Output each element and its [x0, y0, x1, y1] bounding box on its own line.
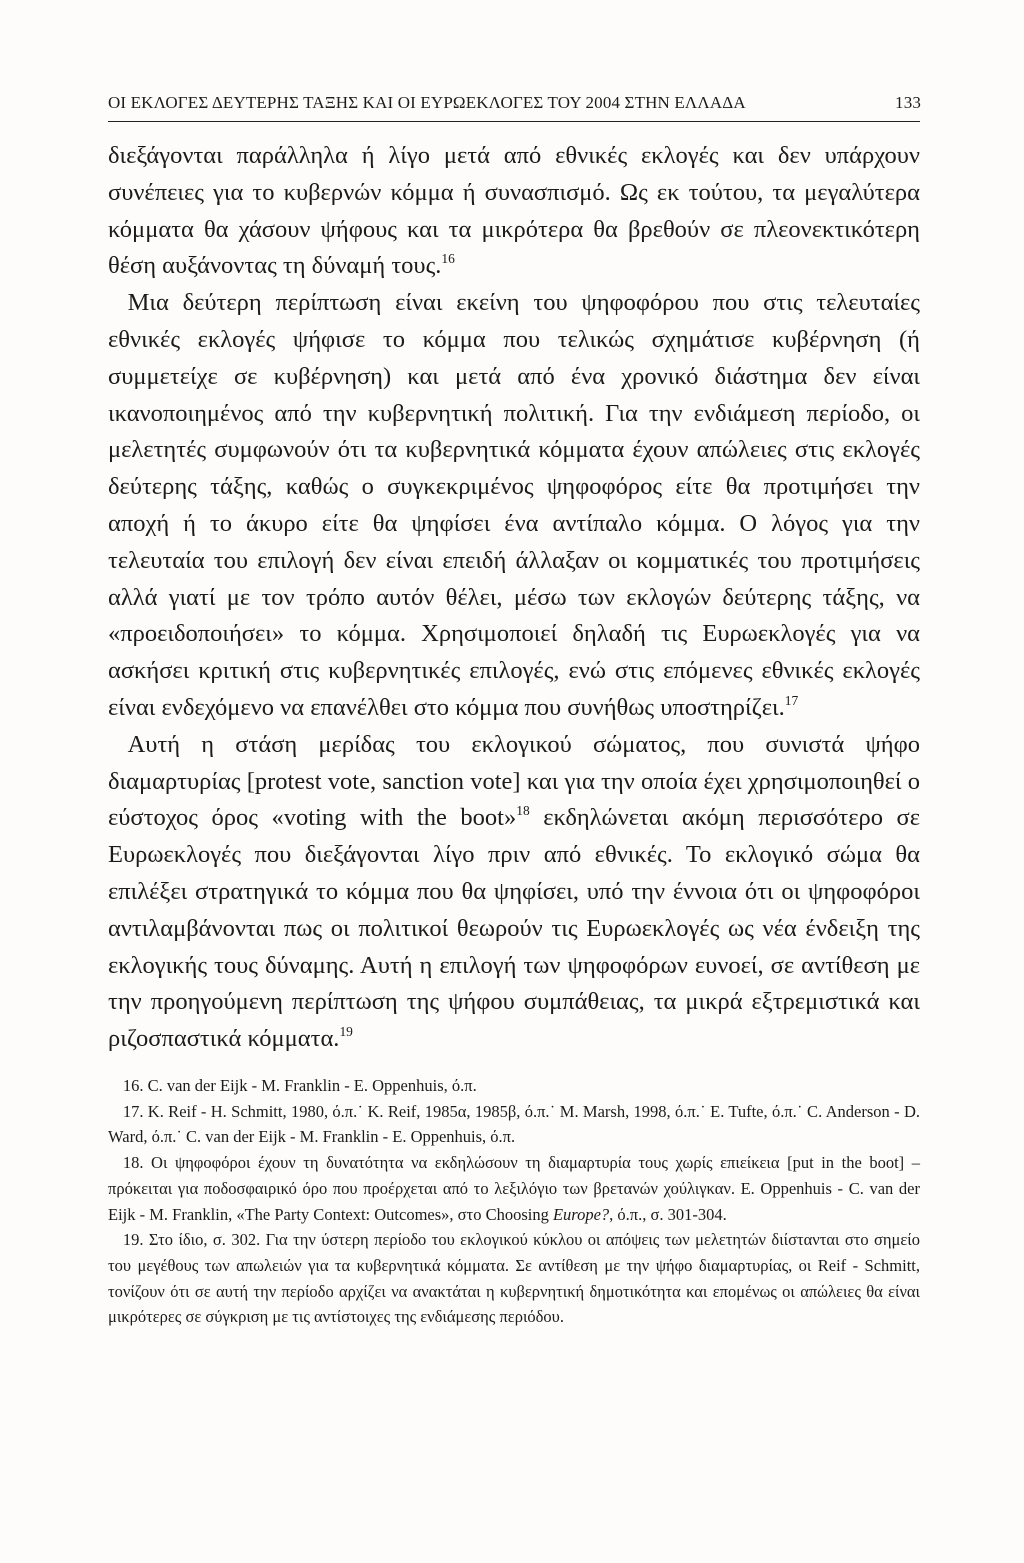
footnote-16: 16. C. van der Eijk - M. Franklin - E. Oppenhuis, ό.π.	[122, 1076, 477, 1095]
paragraph-3: Αυτή η στάση μερίδας του εκλογικού σώματος, που συνιστά ψήφο διαμαρτυρίας [protest vote, sanction vote] και για την οποία έχει χρησιμοποιηθεί ο εύστοχος όρος «voting with the boot»$^{18}$ εκδηλώνεται ακόμη περισσότερο σε Ευρωεκλογές που διεξάγονται λίγο πριν από εθνικές. Το εκλογικό σώμα θα επιλέξει στρατηγικά το κόμμα που θα ψηφίσει, υπό την έννοια ότι οι ψηφοφόροι αντιλαμβάνονται πως οι πολιτικοί θεωρούν τις Ευρωεκλογές ως νέα ένδειξη της εκλογικής τους δύναμης. Αυτή η επιλογή των ψηφοφόρων ευνοεί, σε αντίθεση με την προηγούμενη περίπτωση της ψήφου συμπάθειας, τα μικρά εξτρεμιστικά και ριζοσπαστικά κόμματα.$^{19}$	[108, 730, 920, 1053]
header-rule	[108, 121, 920, 122]
book-title: Europe?	[552, 1204, 610, 1224]
footnote-17: 17. K. Reif - H. Schmitt, 1980, ό.π.˙ K. Reif, 1985α, 1985β, ό.π.˙ M. Marsh, 1998, ό.π.˙ E. Tufte, ό.π.˙ C. Anderson - D. Ward, ό.π.˙ C. van der Eijk - M. Franklin - E. Oppenhuis, ό.π.	[108, 1101, 920, 1147]
main-text	[108, 138, 920, 1058]
running-title: ΟΙ ΕΚΛΟΓΕΣ ΔΕΥΤΕΡΗΣ ΤΑΞΗΣ ΚΑΙ ΟΙ ΕΥΡΩΕΚΛΟΓΕΣ ΤΟΥ 2004 ΣΤΗΝ ΕΛΛΑΔΑ	[108, 93, 746, 112]
paragraph-2: Μια δεύτερη περίπτωση είναι εκείνη του ψηφοφόρου που στις τελευταίες εθνικές εκλογές ψήφισε το κόμμα που τελικώς σχημάτισε κυβέρνηση (ή συμμετείχε σε κυβέρνηση) και μετά από ένα χρονικό διάστημα δεν είναι ικανοποιημένος από την κυβερνητική πολιτική. Για την ενδιάμεση περίοδο, οι μελετητές συμφωνούν ότι τα κυβερνητικά κόμματα έχουν απώλειες στις εκλογές δεύτερης τάξης, καθώς ο συγκεκριμένος ψηφοφόρος είτε θα προτιμήσει την αποχή ή το άκυρο είτε θα ψηφίσει ένα αντίπαλο κόμμα. Ο λόγος για την τελευταία του επιλογή δεν είναι επειδή άλλαξαν οι κομματικές του προτιμήσεις αλλά γιατί με τον τρόπο αυτόν θέλει, μέσω των εκλογών δεύτερης τάξης, να «προειδοποιήσει» το κόμμα. Χρησιμοποιεί δηλαδή τις Ευρωεκλογές για να ασκήσει κριτική στις κυβερνητικές επιλογές, ενώ στις επόμενες εθνικές εκλογές είναι ενδεχόμενο να επανέλθει στο κόμμα που συνήθως υποστηρίζει.$^{17}$	[108, 289, 920, 721]
footnote-ref-17: 17	[784, 692, 799, 708]
footnotes	[108, 1073, 920, 1330]
footnote-ref-16: 16	[441, 251, 455, 267]
paragraph-1: διεξάγονται παράλληλα ή λίγο μετά από εθνικές εκλογές και δεν υπάρχουν συνέπειες για το κυβερνών κόμμα ή συνασπισμό. Ως εκ τούτου, τα μεγαλύτερα κόμματα θα χάσουν ψήφους και τα μικρότερα θα βρεθούν σε πλεονεκτικότερη θέση αυξάνοντας τη δύναμή τους.$^{16}$	[108, 142, 920, 280]
footnote-ref-19: 19	[339, 1024, 353, 1040]
running-header	[108, 93, 921, 113]
footnote-19: 19. Στο ίδιο, σ. 302. Για την ύστερη περίοδο του εκλογικού κύκλου οι απόψεις των μελετητών διίστανται στο σημείο του μεγέθους των απωλειών για τα κυβερνητικά κόμματα. Σε αντίθεση με την ψήφο διαμαρτυρίας, οι Reif - Schmitt, τονίζουν ότι σε αυτή την περίοδο αρχίζει να ανακτάται η κυβερνητική δημοτικότητα και επομένως οι απώλειες θα είναι μικρότερες σε σύγκριση με τις αντίστοιχες της ενδιάμεσης περιόδου.	[108, 1230, 920, 1327]
page-number: 133	[895, 93, 921, 112]
footnote-ref-18: 18	[516, 803, 530, 819]
footnote-18: 18. Οι ψηφοφόροι έχουν τη δυνατότητα να εκδηλώσουν τη διαμαρτυρία τους χωρίς επιείκεια [put in the boot] – πρόκειται για ποδοσφαιρικό όρο που προέρχεται από το λεξιλόγιο των βρετανών χούλιγκαν. E. Oppenhuis - C. van der Eijk - M. Franklin, «The Party Context: Outcomes», στο Choosing Europe?, ό.π., σ. 301-304.	[108, 1153, 920, 1224]
